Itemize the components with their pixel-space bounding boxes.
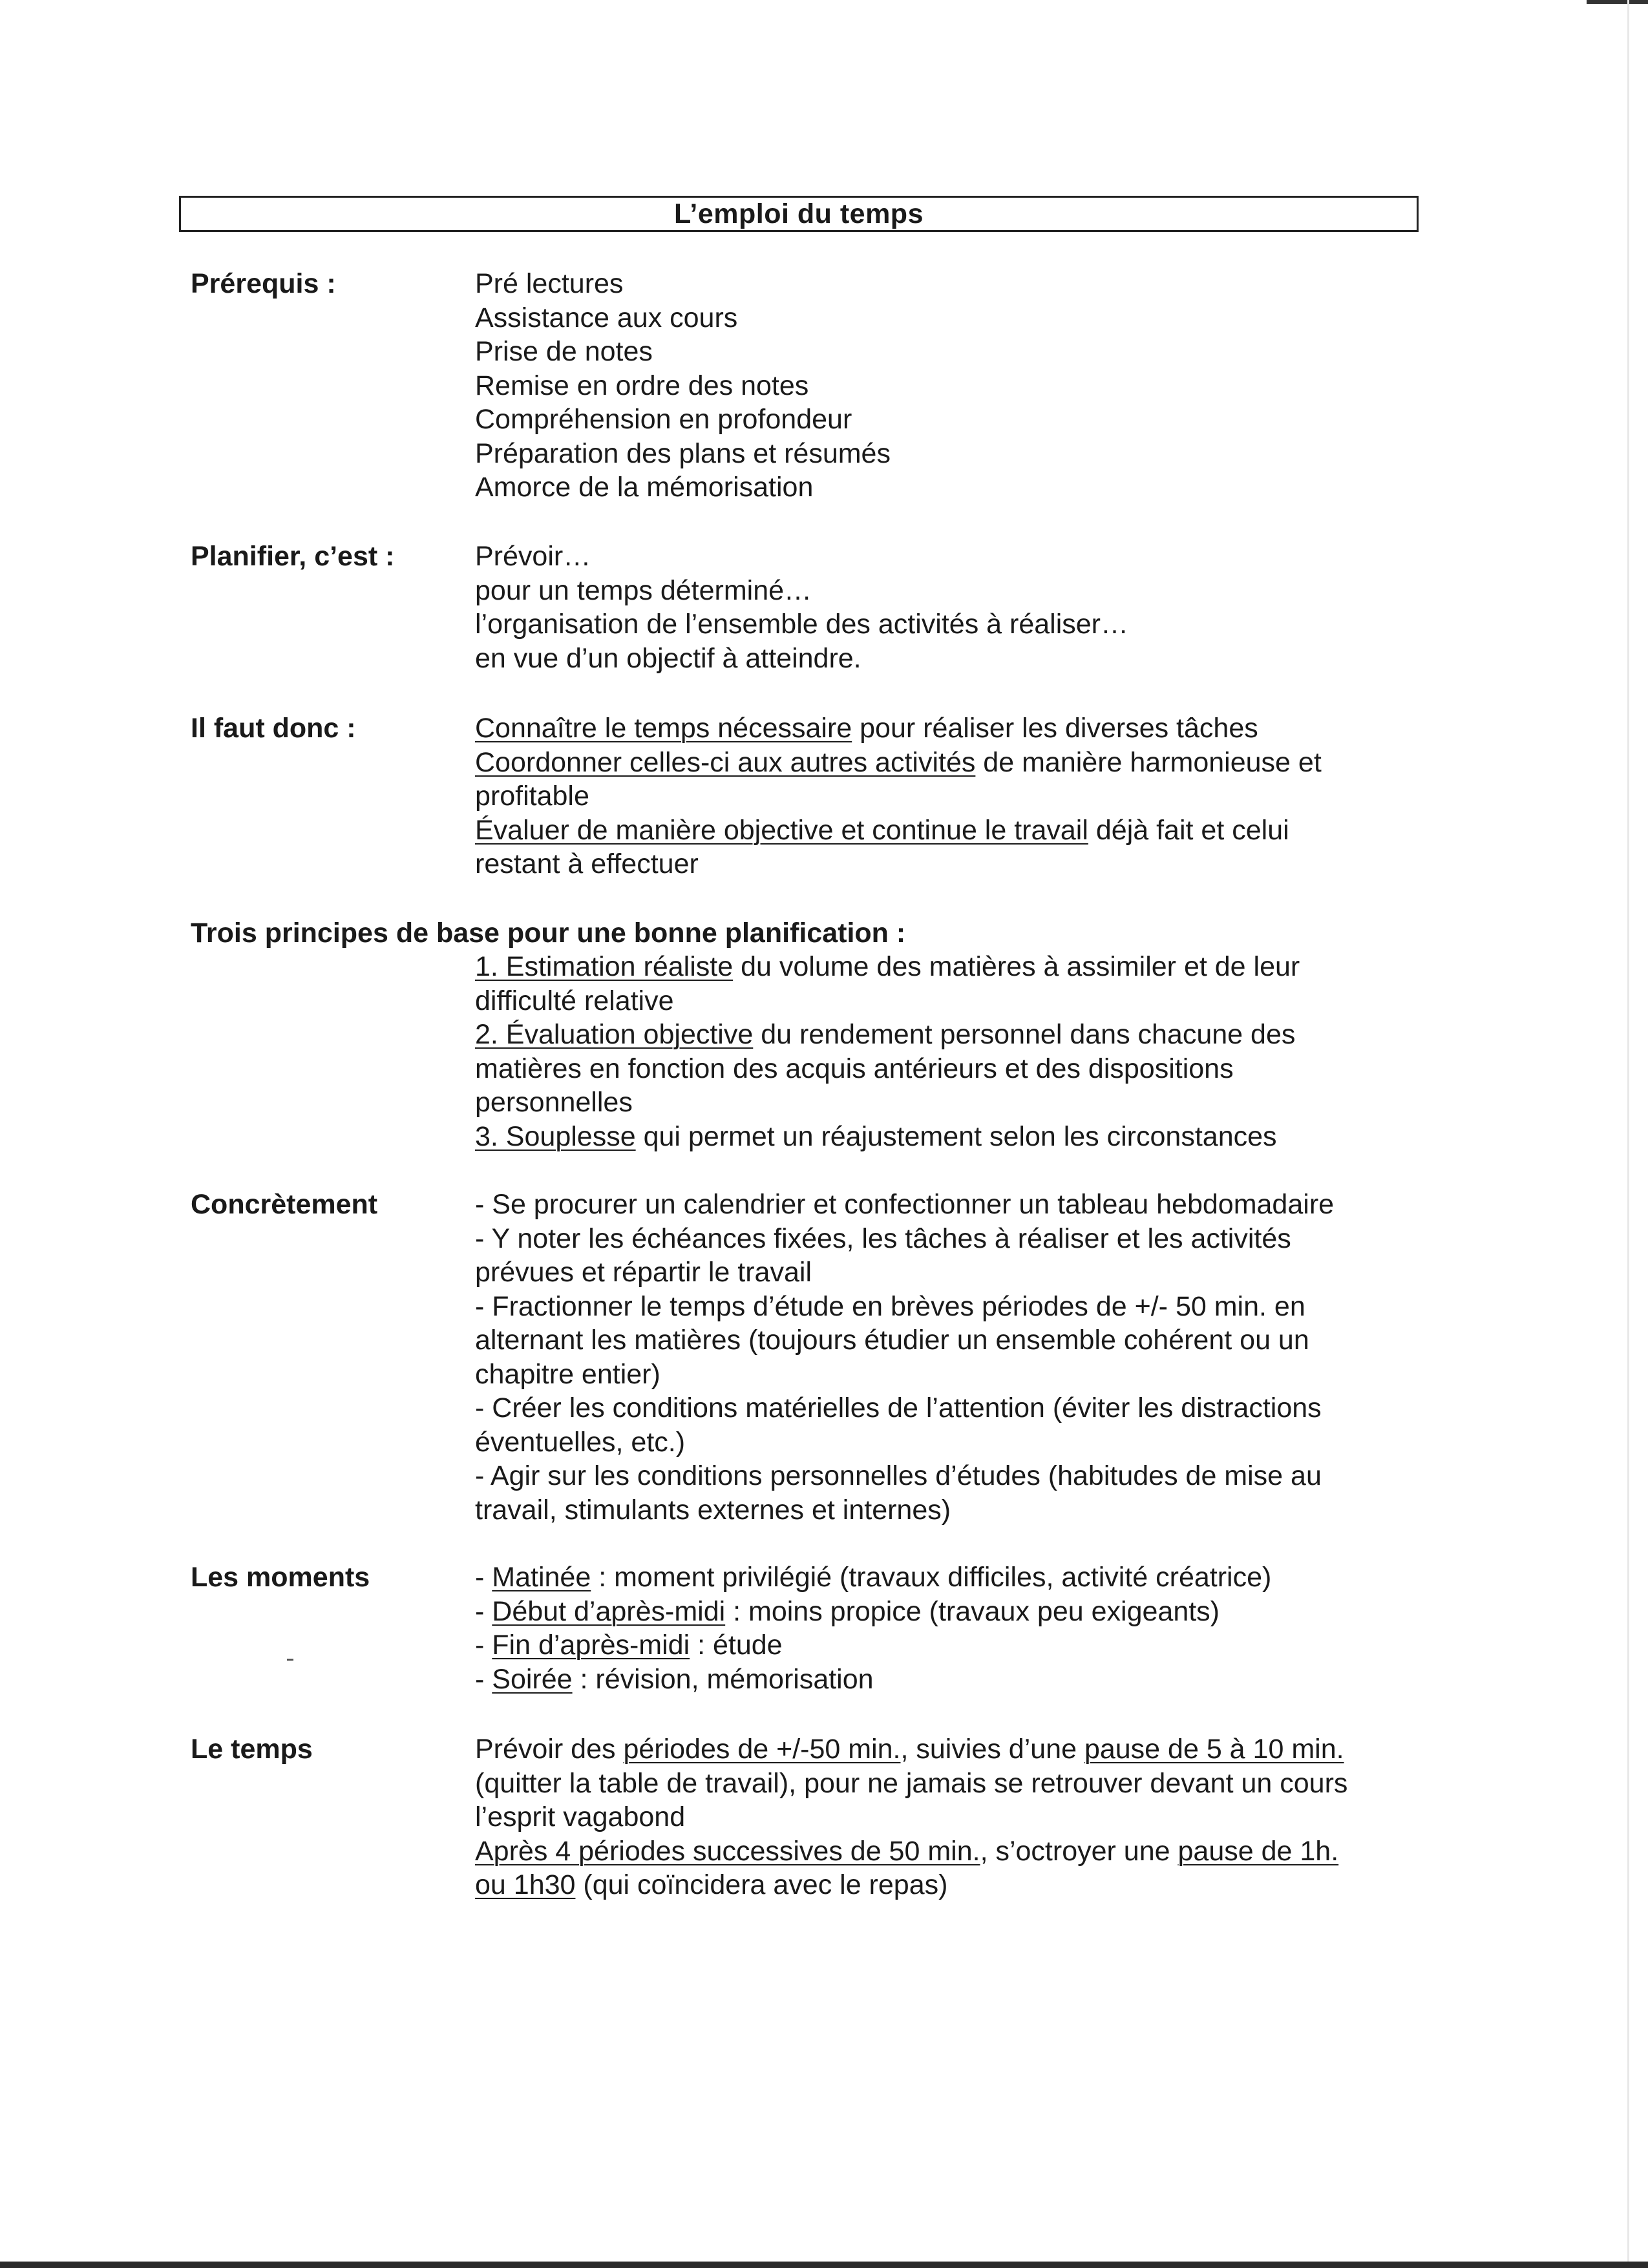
section-label: Concrètement (191, 1189, 378, 1220)
section-content (475, 1732, 1412, 1902)
list-item: travail, stimulants externes et internes) (475, 1494, 951, 1526)
text-run: de manière harmonieuse et (975, 746, 1322, 778)
text-line (475, 814, 1412, 848)
text-line (475, 1018, 1412, 1052)
list-item: Prévoir… (475, 541, 591, 572)
text-run: Prévoir des (475, 1734, 624, 1765)
list-item: Préparation des plans et résumés (475, 437, 891, 469)
text-run: qui permet un réajustement selon les circonstances (635, 1120, 1277, 1152)
text-line (475, 746, 1412, 780)
list-item: pour un temps déterminé… (475, 574, 812, 606)
list-item: - Se procurer un calendrier et confectionner un tableau hebdomadaire (475, 1189, 1335, 1220)
text-run: (qui coïncidera avec le repas) (575, 1869, 948, 1900)
text-line (475, 1120, 1412, 1154)
underlined-phrase: ou 1h30 (475, 1869, 576, 1900)
scan-bottom-edge (0, 2262, 1648, 2268)
text-run: déjà fait et celui (1088, 814, 1289, 846)
list-item: Prise de notes (475, 336, 653, 367)
underlined-phrase: Coordonner celles-ci aux autres activités (475, 746, 976, 778)
section-content (475, 950, 1412, 1153)
section-label: Les moments (191, 1562, 370, 1593)
section-content (475, 711, 1412, 881)
text-run: - (475, 1562, 492, 1593)
text-line: matières en fonction des acquis antérieurs et des dispositions (475, 1053, 1234, 1084)
list-item: l’organisation de l’ensemble des activités à réaliser… (475, 609, 1129, 640)
underlined-phrase: périodes de +/-50 min. (623, 1734, 901, 1765)
section-content (475, 1560, 1412, 1696)
list-item: Assistance aux cours (475, 302, 738, 333)
list-item: - Créer les conditions matérielles de l’attention (éviter les distractions (475, 1392, 1322, 1423)
text-line (475, 1868, 1412, 1902)
section-label: Prérequis : (191, 268, 336, 299)
list-item (475, 1560, 1412, 1595)
list-item: en vue d’un objectif à atteindre. (475, 642, 861, 674)
underlined-phrase: Matinée (492, 1562, 591, 1593)
section-label: Il faut donc : (191, 713, 356, 744)
underlined-phrase: Soirée (492, 1663, 573, 1695)
list-item: Compréhension en profondeur (475, 404, 852, 435)
underlined-phrase: pause de 1h. (1178, 1835, 1339, 1867)
list-item: alternant les matières (toujours étudier un ensemble cohérent ou un (475, 1325, 1309, 1356)
stray-mark (287, 1659, 293, 1661)
text-run: du rendement personnel dans chacune des (753, 1019, 1296, 1050)
list-item: - Agir sur les conditions personnelles d’études (habitudes de mise au (475, 1460, 1322, 1491)
section-label: Planifier, c’est : (191, 541, 395, 572)
list-item: chapitre entier) (475, 1358, 660, 1390)
list-item (475, 1628, 1412, 1663)
underlined-phrase: pause de 5 à 10 min. (1084, 1734, 1344, 1765)
underlined-phrase: 2. Évaluation objective (475, 1019, 754, 1050)
text-run: pour réaliser les diverses tâches (852, 713, 1258, 744)
underlined-phrase: Évaluer de manière objective et continue le travail (475, 814, 1088, 846)
underlined-phrase: Connaître le temps nécessaire (475, 713, 852, 744)
underlined-phrase: Fin d’après-midi (492, 1630, 690, 1661)
text-run: : révision, mémorisation (572, 1663, 874, 1695)
text-run: : étude (690, 1630, 783, 1661)
section-heading: Trois principes de base pour une bonne planification : (191, 918, 906, 949)
text-run: : moment privilégié (travaux difficiles, activité créatrice) (591, 1562, 1272, 1593)
text-line (475, 1732, 1412, 1767)
text-line: restant à effectuer (475, 848, 699, 879)
list-item: Remise en ordre des notes (475, 370, 809, 401)
text-line (475, 711, 1412, 746)
text-line: difficulté relative (475, 985, 674, 1016)
list-item (475, 1663, 1412, 1697)
list-item: prévues et répartir le travail (475, 1257, 812, 1288)
section-content (475, 540, 1412, 675)
text-run: du volume des matières à assimiler et de leur (733, 951, 1300, 982)
list-item: - Fractionner le temps d’étude en brèves périodes de +/- 50 min. en (475, 1290, 1305, 1322)
list-item: - Y noter les échéances fixées, les tâches à réaliser et les activités (475, 1223, 1291, 1254)
list-item: Amorce de la mémorisation (475, 472, 814, 503)
text-run: - (475, 1663, 492, 1695)
scan-right-edge (1627, 0, 1629, 2268)
page-title: L’emploi du temps (674, 198, 924, 229)
text-run: , s’octroyer une (980, 1835, 1178, 1867)
text-line: personnelles (475, 1087, 633, 1118)
list-item: Pré lectures (475, 268, 624, 299)
list-item: éventuelles, etc.) (475, 1426, 686, 1458)
text-line (475, 950, 1412, 984)
underlined-phrase: Début d’après-midi (492, 1595, 726, 1627)
text-line (475, 1834, 1412, 1869)
underlined-phrase: Après 4 périodes successives de 50 min. (475, 1835, 980, 1867)
text-line: l’esprit vagabond (475, 1801, 686, 1832)
text-run: - (475, 1630, 492, 1661)
text-run: - (475, 1595, 492, 1627)
text-run: : moins propice (travaux peu exigeants) (725, 1595, 1220, 1627)
text-line: (quitter la table de travail), pour ne jamais se retrouver devant un cours (475, 1767, 1348, 1799)
underlined-phrase: 3. Souplesse (475, 1120, 636, 1152)
scan-corner-mark (1587, 0, 1648, 4)
list-item (475, 1595, 1412, 1629)
text-line: profitable (475, 781, 589, 812)
title-box (179, 196, 1419, 232)
section-content (475, 267, 1412, 505)
section-label: Le temps (191, 1734, 313, 1765)
underlined-phrase: 1. Estimation réaliste (475, 951, 734, 982)
section-content (475, 1188, 1412, 1527)
text-run: , suivies d’une (900, 1734, 1084, 1765)
